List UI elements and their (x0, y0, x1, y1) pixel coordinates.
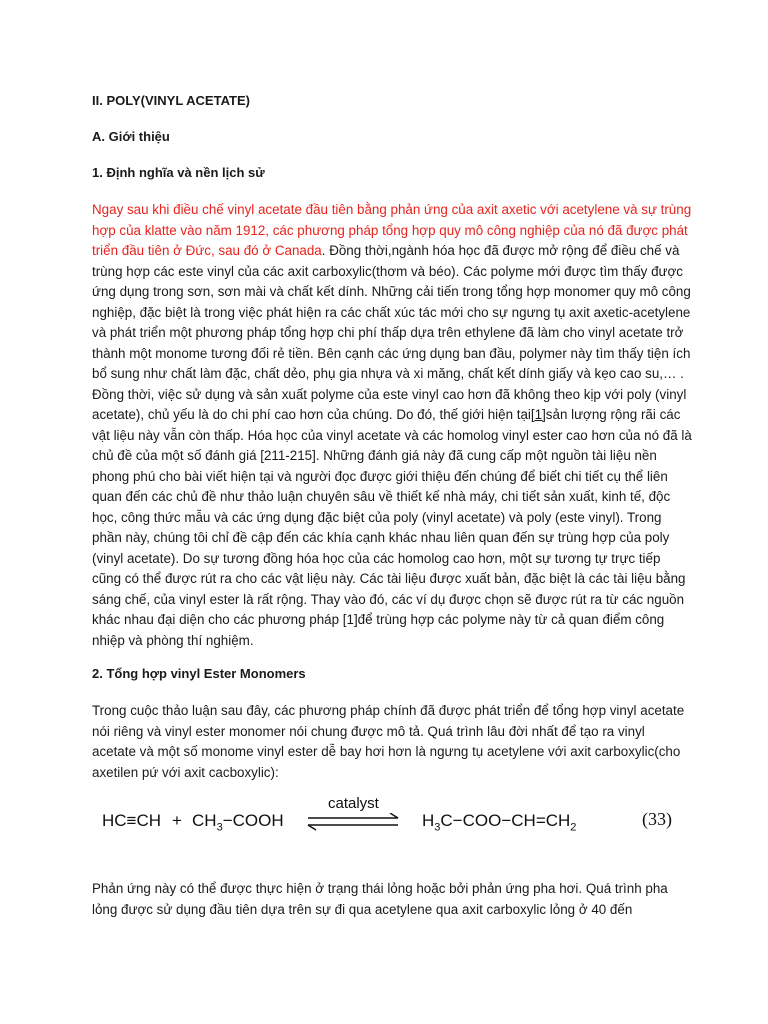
paragraph-text-continued: sản lượng rộng rãi các vật liệu này vẫn còn thấp. Hóa học của vinyl acetate và các homolog vinyl ester cao hơn của nó đã là chủ đề của một số đánh giá [211-215]. Những đánh giá này đã cung cấp một nguồn tài liệu nền phong phú cho bài viết hiện tại và người đọc được giới thiệu đến chúng để biết chi tiết cụ thể liên quan đến các chủ đề như thảo luận chuyên sâu về thiết kế nhà máy, chi tiết sản xuất, kinh tế, độc học, công thức mẫu và các ứng dụng đặc biệt của poly (vinyl acetate) và poly (este vinyl). Trong phần này, chúng tôi chỉ đề cập đến các khía cạnh khác nhau liên quan đến sự trùng hợp của poly (vinyl acetate). Do sự tương đồng hóa học của các homolog cao hơn, một sự tương tự trực tiếp cũng có thể được rút ra cho các vật liệu này. Các tài liệu được xuất bản, đặc biệt là các tài liệu bằng sáng chế, của vinyl ester là rất rộng. Thay vào đó, các ví dụ được chọn sẽ được rút ra từ các nguồn khác nhau đại diện cho các phương pháp [1]để trùng hợp các polyme này từ cả quan điểm công nhiệp và phòng thí nghiệm. (92, 407, 692, 648)
equilibrium-arrows-icon (304, 813, 402, 833)
paragraph-synthesis: Trong cuộc thảo luận sau đây, các phương pháp chính đã được phát triển để tổng hợp vinyl acetate nói riêng và vinyl ester monomer nói chung được mô tả. Quá trình lâu đời nhất để tạo ra vinyl acetate và một số monome vinyl ester dễ bay hơi hơn là ngưng tụ acetylene với axit carboxylic(cho axetilen pứ với axit cacboxylic): (92, 703, 685, 780)
reactant-acetic-acid: $CH_3-COOH$ (192, 811, 284, 834)
plus-sign: + (172, 811, 182, 830)
reference-link[interactable]: [1] (530, 407, 546, 422)
highlighted-text: Ngay sau khi điều chế vinyl acetate đầu tiên bằng phản ứng của axit axetic với acetylene và sự trùng hợp của klatte vào năm 1912, các phương pháp tổng hợp quy mô công nghiệp của nó đã được phát triển đầu tiên ở Đức, sau đó ở Canada (92, 202, 692, 258)
document-page (92, 92, 692, 934)
equation-number: (33) (642, 809, 672, 829)
product-vinyl-acetate: $H_3C-COO-CH=CH_2$ (422, 811, 577, 834)
heading-synthesis: 2. Tổng hợp vinyl Ester Monomers (92, 666, 306, 681)
chemical-equation (92, 797, 692, 853)
paragraph-history (92, 200, 692, 651)
subsection-title: A. Giới thiệu (92, 129, 170, 144)
paragraph-text: . Đồng thời,ngành hóa học đã được mở rộng để điều chế và trùng hợp các este vinyl của các axit carboxylic(thơm và béo). Các polyme mới được tìm thấy được ứng dụng trong sơn, sơn mài và chất kết dính. Những cải tiến trong tổng hợp monomer quy mô công nghiệp, đặc biệt là trong việc phát hiện ra các chất xúc tác mới cho sự ngưng tụ axit axetic-acetylene và phát triển một phương pháp tổng hợp chi phí thấp dựa trên ethylene đã làm cho vinyl acetate trở thành một monome tương đối rẻ tiền. Bên cạnh các ứng dụng ban đầu, polymer này tìm thấy tiện ích bổ sung như chất làm đặc, chất dẻo, phụ gia nhựa và xi măng, chất kết dính giấy và kẹo cao su,… . Đồng thời, việc sử dụng và sản xuất polyme của este vinyl cao hơn đã không theo kịp với poly (vinyl acetate), chủ yếu là do chi phí cao hơn của chúng. Do đó, thế giới hiện tại (92, 243, 691, 422)
paragraph-reaction-phases: Phản ứng này có thể được thực hiện ở trạng thái lỏng hoặc bởi phản ứng pha hơi. Quá trình pha lỏng được sử dụng đầu tiên dựa trên sự đi qua acetylene qua axit carboxylic lỏng ở 40 đến (92, 881, 668, 917)
reactant-acetylene: HC≡CH (102, 811, 162, 830)
heading-definition-history: 1. Định nghĩa và nền lịch sử (92, 165, 265, 180)
section-title: II. POLY(VINYL ACETATE) (92, 93, 250, 108)
catalyst-label: catalyst (328, 795, 379, 812)
